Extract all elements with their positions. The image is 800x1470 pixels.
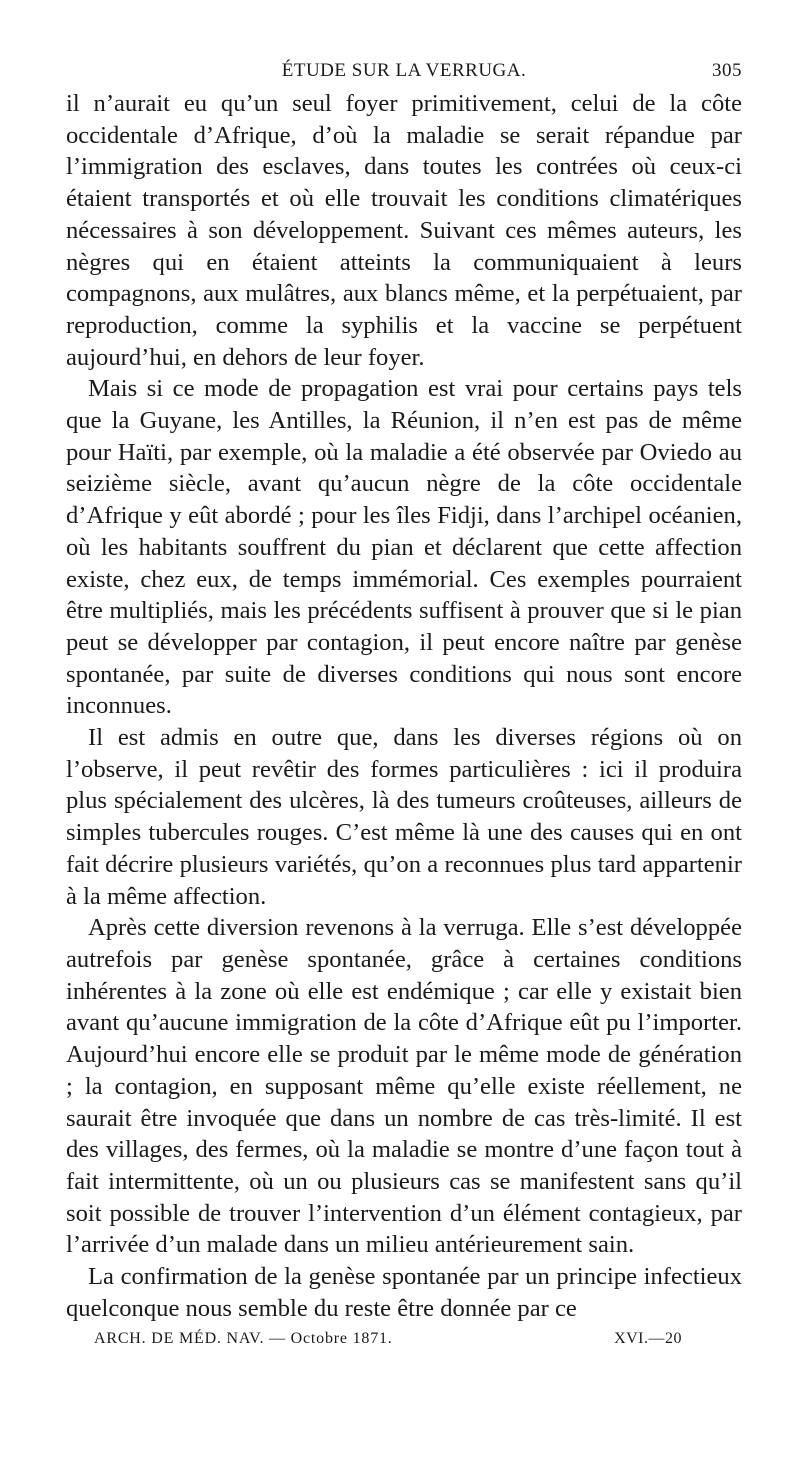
paragraph: Après cette diversion revenons à la verruga. Elle s’est développée autrefois par genèse spontanée, grâce à certaines conditions inhérentes à la zone où elle est endémique ; car elle y existait bien avant qu’aucune immigration de la côte d’Afrique eût pu l’importer. Aujourd’hui encore elle se produit par le même mode de génération ; la contagion, en supposant même qu’elle existe réellement, ne saurait être invoquée que dans un nombre de cas très-limité. Il est des villages, des fermes, où la maladie se montre d’une façon tout à fait intermittente, où un ou plusieurs cas se manifestent sans qu’il soit possible de trouver l’intervention d’un élément contagieux, par l’arrivée d’un malade dans un milieu antérieurement sain. (66, 914, 742, 1259)
journal-citation: ARCH. DE MÉD. NAV. — Octobre 1871. (94, 1330, 393, 1348)
page-footer (66, 1326, 742, 1352)
body-text (66, 88, 742, 1324)
paragraph: Il est admis en outre que, dans les diverses régions où on l’observe, il peut revêtir des formes particulières : ici il produira plus spécialement des ulcères, là des tumeurs croûteuses, ailleurs de simples tubercules rouges. C’est même là une des causes qui en ont fait décrire plusieurs variétés, qu’on a reconnues plus tard appartenir à la même affection. (66, 724, 742, 910)
running-head (66, 56, 742, 88)
paragraph: La confirmation de la genèse spontanée par un principe infectieux quelconque nous semble du reste être donnée par ce (66, 1263, 742, 1322)
running-title: ÉTUDE SUR LA VERRUGA. (281, 60, 527, 81)
document-page (66, 56, 742, 1352)
signature-mark: XVI.—20 (614, 1330, 682, 1348)
paragraph-continued: il n’aurait eu qu’un seul foyer primitivement, celui de la côte occidentale d’Afrique, d’où la maladie se serait répandue par l’immigration des esclaves, dans toutes les contrées où ceux-ci étaient transportés et où elle trouvait les conditions climatériques nécessaires à son développement. Suivant ces mêmes auteurs, les nègres qui en étaient atteints la communiquaient à leurs compagnons, aux mulâtres, aux blancs même, et la perpétuaient, par reproduction, comme la syphilis et la vaccine se perpétuent aujourd’hui, en dehors de leur foyer. (66, 90, 742, 371)
paragraph: Mais si ce mode de propagation est vrai pour certains pays tels que la Guyane, les Antilles, la Réunion, il n’en est pas de même pour Haïti, par exemple, où la maladie a été observée par Oviedo au seizième siècle, avant qu’aucun nègre de la côte occidentale d’Afrique y eût abordé ; pour les îles Fidji, dans l’archipel océanien, où les habitants souffrent du pian et déclarent que cette affection existe, chez eux, de temps immémorial. Ces exemples pourraient être multipliés, mais les précédents suffisent à prouver que si le pian peut se développer par contagion, il peut encore naître par genèse spontanée, par suite de diverses conditions qui nous sont encore inconnues. (66, 375, 742, 720)
page-number: 305 (712, 60, 742, 81)
